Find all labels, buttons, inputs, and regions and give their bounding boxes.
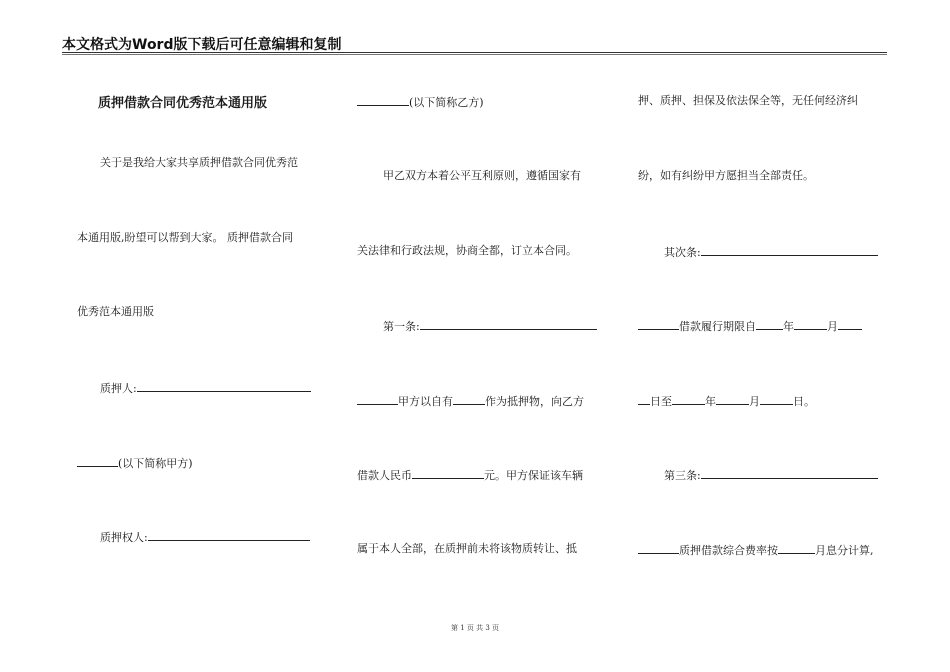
intro-line-2: 本通用版,盼望可以帮到大家。 质押借款合同 [77,231,293,244]
fee-line [638,542,874,558]
article-2-blank [701,244,878,256]
end-year-blank [672,393,705,405]
loan-amount-label: 借款人民币 [357,469,412,482]
intro-line-1: 关于是我给大家共享质押借款合同优秀范 [100,156,298,169]
header-divider-secondary [62,54,887,55]
year-unit: 年 [783,320,794,333]
start-year-blank [756,318,783,330]
principle-line-1: 甲乙双方本着公平互利原则，遵循国家有 [383,169,581,182]
term-line-2 [638,393,815,409]
document-title: 质押借款合同优秀范本通用版 [98,96,268,111]
fee-text: 质押借款综合费率按 [679,544,778,557]
article-1-text-a: 甲方以自有 [398,395,453,408]
pledgee-suffix-line [357,94,484,110]
fee-prefix-blank [638,542,679,554]
header-divider [62,52,887,53]
article-1-guarantee: 元。甲方保证该车辆 [484,469,583,482]
article-1-text-3: 属于本人全部，在质押前未将该物质转让、抵 [357,542,577,555]
document-header: 本文格式为Word版下载后可任意编辑和复制 [62,37,342,53]
pledgee-label: 质押权人: [100,531,148,544]
pledgee-name-blank [357,94,409,106]
pledgee-line [100,529,310,545]
article-1-text-1 [357,393,584,409]
pledgee-suffix: (以下简称乙方) [409,96,484,109]
pledgor-suffix-line [77,455,193,471]
start-month-blank [794,318,827,330]
article-2-label: 其次条: [664,246,701,259]
principle-line-2: 关法律和行政法规，协商全都，订立本合同。 [357,244,577,257]
article-1-text-2 [357,467,583,483]
pledgor-label: 质押人: [100,382,137,395]
start-day-blank-cont [638,393,650,405]
day-to-text: 日至 [650,395,672,408]
article-1-text-b: 作为抵押物，向乙方 [485,395,584,408]
pledgor-blank [137,380,311,392]
article-3-blank [701,467,878,479]
end-day-blank [760,393,793,405]
end-day-unit: 日。 [793,395,815,408]
collateral-blank [453,393,485,405]
pledgee-blank [148,529,310,541]
article-1-label: 第一条: [383,320,420,333]
page-number: 第 1 页 共 3 页 [450,624,500,632]
pledgor-suffix: (以下简称甲方) [118,457,193,470]
term-prefix-blank [638,318,679,330]
fee-rate-blank [778,542,815,554]
pledgor-name-blank [77,455,118,467]
article-1-line [383,318,597,334]
article-2-line [664,244,878,260]
end-month-unit: 月 [749,395,760,408]
pledgor-line [100,380,311,396]
end-year-unit: 年 [705,395,716,408]
start-day-blank [838,318,862,330]
intro-line-3: 优秀范本通用版 [77,305,154,318]
continued-line-1: 押、质押、担保及依法保全等，无任何经济纠 [638,94,858,107]
end-month-blank [716,393,749,405]
article-1-blank [420,318,597,330]
article-3-line [664,467,878,483]
month-unit: 月 [827,320,838,333]
loan-amount-blank [412,467,484,479]
fee-suffix: 月息分计算, [815,544,874,557]
term-line-1 [638,318,862,334]
continued-line-2: 纷，如有纠纷甲方愿担当全部责任。 [638,169,814,182]
collateral-owner-blank [357,393,398,405]
article-3-label: 第三条: [664,469,701,482]
term-text: 借款履行期限自 [679,320,756,333]
